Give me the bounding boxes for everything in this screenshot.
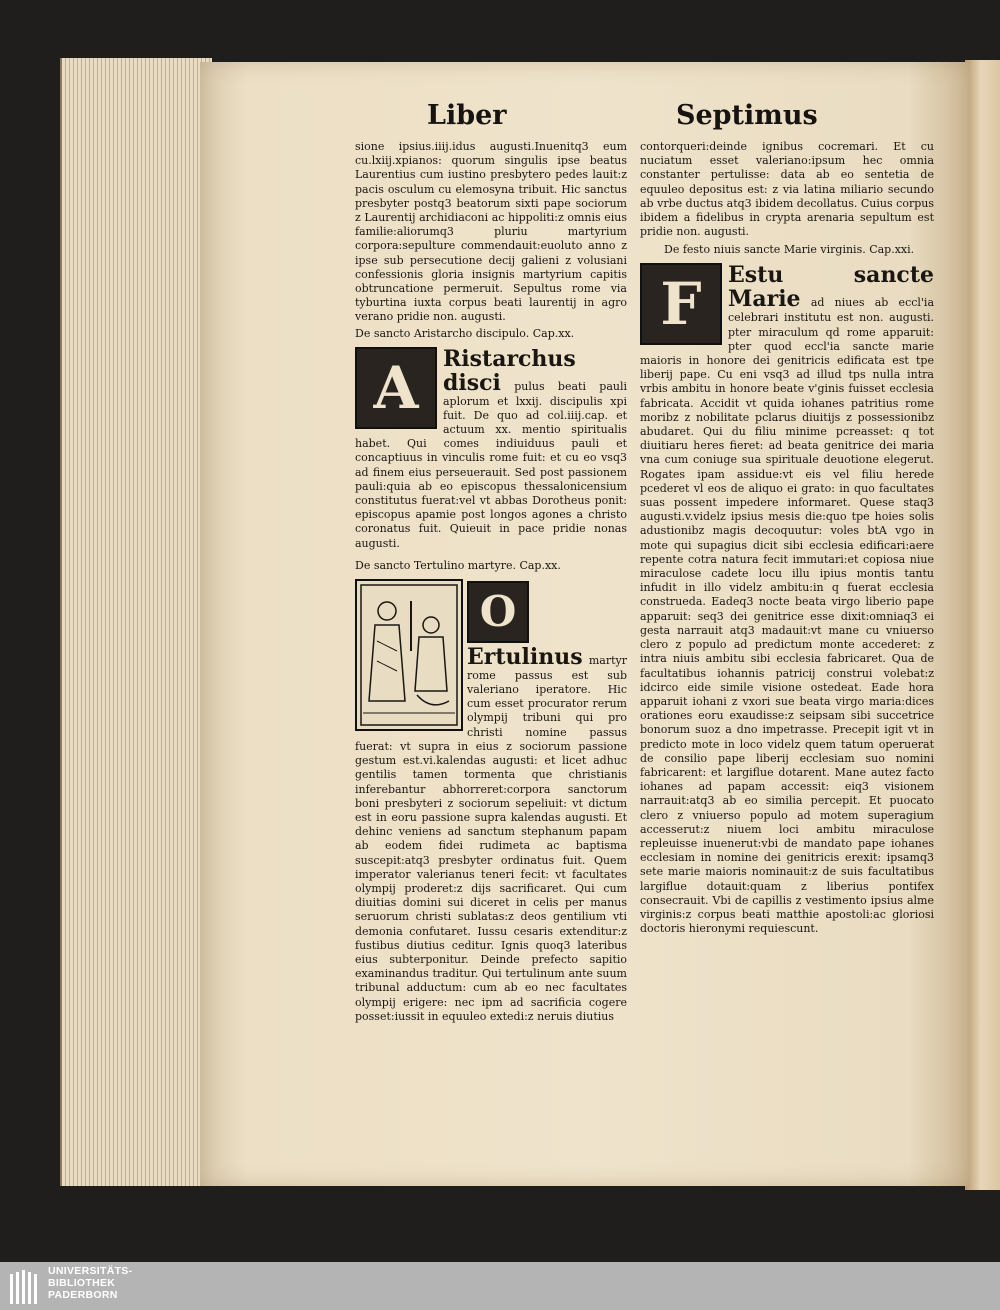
library-name-line: BIBLIOTHEK — [48, 1277, 116, 1289]
incipit: Ertulinus — [467, 643, 583, 670]
woodcut-illustration — [355, 579, 463, 731]
decorated-initial: F — [640, 263, 722, 345]
library-name-line: PADERBORN — [48, 1289, 118, 1301]
paragraph: pulus beati pauli aplorum et lxxij. discipulis xpi fuit. De quo ad col.iiij.cap. et actuum xx. mentio spiritualis habet. Qui comes indiuiduus pauli et concaptiuus in vinculis rome fuit: et cu eo vsq3 ad finem eius perseuerauit. Sed post passionem pauli:quia ab eo episcopus thessalonicensium constitutus fuerat:vel vt abbas Dorotheus ponit: episcopus apamie post longos agones a christo coronatus fuit. Quieuit in pace pridie nonas augusti. — [355, 379, 627, 550]
running-head-right: Septimus — [676, 100, 818, 131]
chapter-heading: De sancto Aristarcho discipulo. Cap.xx. — [355, 326, 575, 340]
paragraph: sione ipsius.iiij.idus augusti.Inuenitq3 eum cu.lxiij.xpianos: quorum singulis ipse beatus Laurentius cum iustino presbytero pedes lauit:z pacis osculum cu elemosyna tribuit. Hic sanctus presbyter postq3 beatorum sixti pape sociorum z Laurentij archidiaconi ac hippoliti:z omnis eius familie:aliorumq3 pluriu martyrium corpora:sepulture commendauit:euoluto anno z ipse sub persecutione decij galieni z volusiani confessionis gloria insignis martyrium capitis obtruncatione permeruit. Sepultus rome via tyburtina iuxta corpus beati laurentij in agro verano pridie non. augusti. — [355, 140, 627, 324]
woodcut-figure-icon — [357, 581, 461, 729]
paragraph: ad niues ab eccl'ia celebrari institutu est non. augusti. pter miraculum qd rome apparuit: pter quod eccl'ia sancte marie maioris in honore dei genitricis edificata est tpe liberij pape. Cu eni vsq3 ad illud tps nulla intra vrbis ambitu in honore beate v'ginis fuisset ecclesia fabricata. Accidit vt quida iohanes patritius rome moribz z nobilitate pclarus diuitijs z possessionibz abudaret. Qui du filiu minime pcreasset: q tot diuitiaru heres fieret: ad beata genitrice dei maria vna cum coniuge sua spirituale deuotione elegerut. Rogates ipam assidue:vt eis vel filiu herede pcederet vl eos de aliquo ei grato: in quo facultates suas possent impedere informaret. Quese staq3 augusti.v.videlz ipsius mesis die:quo tpe hoies solis adustionibz magis decoquutur: voles btA vgo in mote qui supagius dicit sibi ecclesia edificari:aere repente cotra natura fecit immutari:et copiosa niue miraculose cadete locu illu ipius montis tantu infudit in illo videlz ambitu:in q fuerat ecclesia construeda. Eadeq3 nocte beata virgo liberio pape apparuit: seq3 dei genitrice esse dixit:omniaq3 ei gesta narrauit atq3 madauit:vt mane cu vniuerso clero z populo ad predictum monte accederet: z intra niuis ambitu sibi ecclesia fabricaret. Qua de facultatibus iohannis patricij construi volebat:z idcirco eide simile visione ostedeat. Eade hora apparuit iohani z vxori sue beata virgo maria:dices orationes eoru exaudisse:z seipsam sibi succetrice bonorum suoz a dno impetrasse. Precepit igit vt in predicto mote in loco videlz quem tatum operuerat de consilio pape liberij ecclesiam suo nomini fabricarent: et largiflue dotarent. Mane autez facto iohanes ad papam accessit: eiq3 visionem narrauit:atq3 ab eo similia percepit. Et puocato clero z vniuerso populo ad motem superagium accesserut:z niuem loci ambitu miraculose repleuisse inuenerut:vbi de mandato pape iohanes ecclesiam in nomine dei genitricis erexit: ipsamq3 sete marie maioris nominauit:z de suis facultatibus largiflue dotauit:quam z liberius pontifex consecrauit. Vbi de capillis z vestimento ipsius alme virginis:z corpus beati matthie apostoli:ac gloriosi doctoris hieronymi requiescunt. — [640, 296, 935, 936]
left-column — [355, 140, 627, 1024]
right-column — [640, 140, 934, 936]
library-logo-icon — [8, 1268, 42, 1306]
paragraph: martyr rome passus est sub valeriano iperatore. Hic cum esset procurator rerum olympij tribuni qui pro christi nomine passus fuerat: vt supra in eius z sociorum passione gestum est.vi.kalendas augusti: et licet adhuc gentilis tamen tormenta que christianis inferebantur abhorreret:corpora sanctorum boni presbyteri z sociorum sepeliuit: vt dictum est in eoru passione supra kalendas augusti. Et dehinc veniens ad sanctum stephanum papam ab eodem fidei rudimeta ac baptisma suscepit:atq3 presbyter ordinatus fuit. Quem imperator valerianus teneri fecit: vt facultates olympij proderet:z dijs sacrificaret. Qui cum diuitias domini sui diceret in celis per manus seruorum christi sublatas:z deos gentilium vti demonia confutaret. Iussu cesaris extenditur:z fustibus diutius ceditur. Ignis quoq3 lateribus eius subterponitur. Deinde prefecto sapitio examinandus traditur. Qui tertulinum ante suum tribunal adductum: cum ab eo nec facultates olympij erigere: nec ipm ad sacrificia cogere posset:iussit in equuleo extedi:z neruis diutius — [355, 653, 627, 1023]
incipit: Estu sancte Marie — [728, 262, 934, 313]
footer-bar — [0, 1262, 1000, 1310]
chapter-heading: De festo niuis sancte Marie virginis. Cap.xxi. — [664, 243, 915, 257]
paragraph: contorqueri:deinde ignibus cocremari. Et cu nuciatum esset valeriano:ipsum hec omnia constanter pertulisse: data ab eo sentetia de equuleo depositus est: z via latina miliario secundo ab vrbe ductus atq3 ibidem decollatus. Cuius corpus ibidem a fidelibus in crypta arenaria sepultum est pridie non. augusti. — [640, 140, 934, 239]
page-edges — [60, 58, 212, 1186]
incipit: Ristarchus disci — [443, 345, 576, 396]
chapter-heading: De sancto Tertulino martyre. Cap.xx. — [355, 558, 561, 572]
library-name — [48, 1265, 132, 1301]
library-name-line: UNIVERSITÄTS- — [48, 1265, 133, 1277]
running-head-left: Liber — [427, 100, 507, 131]
decorated-initial: A — [355, 347, 437, 429]
facing-page-edge — [965, 60, 1000, 1190]
decorated-initial: O — [467, 581, 529, 643]
